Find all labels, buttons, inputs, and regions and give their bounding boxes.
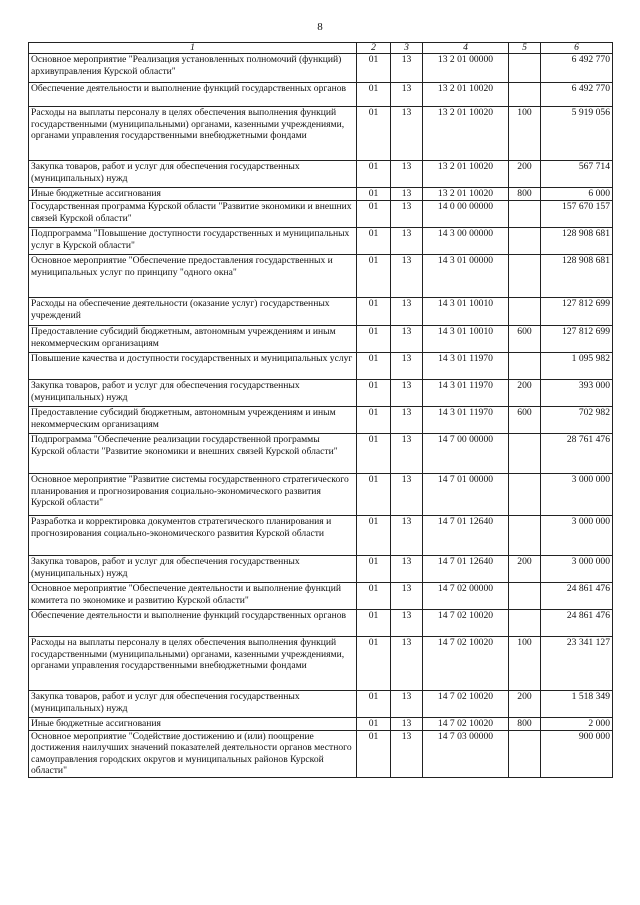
row-section-code: 01: [357, 83, 391, 107]
table-body: [29, 54, 613, 778]
row-amount: 23 341 127: [541, 637, 613, 691]
row-amount: 157 670 157: [541, 201, 613, 228]
row-subsection-code: 13: [391, 434, 423, 474]
row-amount: 702 982: [541, 407, 613, 434]
row-section-code: 01: [357, 434, 391, 474]
table-row: [29, 353, 613, 380]
row-target-article: 14 7 02 00000: [423, 583, 509, 610]
table-header-row: [29, 43, 613, 54]
row-name: Расходы на выплаты персоналу в целях обеспечения выполнения функций государственными (муниципальными) органами, казенными учреждениями, органами управления государственными внебюджетными фондами: [29, 637, 357, 691]
row-subsection-code: 13: [391, 380, 423, 407]
table-row: [29, 407, 613, 434]
row-expense-type: [509, 516, 541, 556]
table-row: [29, 583, 613, 610]
row-section-code: 01: [357, 718, 391, 731]
table-row: [29, 556, 613, 583]
row-expense-type: 800: [509, 718, 541, 731]
row-subsection-code: 13: [391, 201, 423, 228]
column-header-6: 6: [541, 43, 613, 54]
row-subsection-code: 13: [391, 54, 423, 83]
row-section-code: 01: [357, 691, 391, 718]
row-name: Иные бюджетные ассигнования: [29, 188, 357, 201]
row-expense-type: [509, 474, 541, 516]
row-subsection-code: 13: [391, 298, 423, 326]
row-name: Основное мероприятие "Развитие системы государственного стратегического планирования и прогнозирования социально-экономического развития Курской области": [29, 474, 357, 516]
row-expense-type: [509, 730, 541, 777]
row-name: Предоставление субсидий бюджетным, автономным учреждениям и иным некоммерческим организациям: [29, 326, 357, 353]
row-target-article: 14 7 02 10020: [423, 691, 509, 718]
row-subsection-code: 13: [391, 326, 423, 353]
row-subsection-code: 13: [391, 730, 423, 777]
table-row: [29, 298, 613, 326]
row-target-article: 14 3 01 11970: [423, 380, 509, 407]
row-subsection-code: 13: [391, 407, 423, 434]
row-name: Обеспечение деятельности и выполнение функций государственных органов: [29, 83, 357, 107]
row-expense-type: [509, 434, 541, 474]
row-section-code: 01: [357, 730, 391, 777]
row-subsection-code: 13: [391, 353, 423, 380]
row-target-article: 14 7 02 10020: [423, 637, 509, 691]
row-amount: 128 908 681: [541, 228, 613, 255]
row-section-code: 01: [357, 201, 391, 228]
row-subsection-code: 13: [391, 556, 423, 583]
row-name: Основное мероприятие "Реализация установленных полномочий (функций) архивуправления Курской области": [29, 54, 357, 83]
row-subsection-code: 13: [391, 516, 423, 556]
row-amount: 6 492 770: [541, 83, 613, 107]
table-row: [29, 201, 613, 228]
row-amount: 3 000 000: [541, 556, 613, 583]
row-subsection-code: 13: [391, 691, 423, 718]
row-section-code: 01: [357, 556, 391, 583]
table-row: [29, 718, 613, 731]
row-name: Расходы на обеспечение деятельности (оказание услуг) государственных учреждений: [29, 298, 357, 326]
row-section-code: 01: [357, 380, 391, 407]
row-subsection-code: 13: [391, 583, 423, 610]
table-row: [29, 83, 613, 107]
row-amount: 127 812 699: [541, 326, 613, 353]
column-header-4: 4: [423, 43, 509, 54]
row-expense-type: 200: [509, 161, 541, 188]
row-expense-type: [509, 255, 541, 298]
row-expense-type: 600: [509, 326, 541, 353]
row-section-code: 01: [357, 610, 391, 637]
row-target-article: 13 2 01 10020: [423, 188, 509, 201]
row-name: Закупка товаров, работ и услуг для обеспечения государственных (муниципальных) нужд: [29, 161, 357, 188]
row-expense-type: [509, 583, 541, 610]
row-amount: 393 000: [541, 380, 613, 407]
row-name: Закупка товаров, работ и услуг для обеспечения государственных (муниципальных) нужд: [29, 380, 357, 407]
table-row: [29, 161, 613, 188]
row-target-article: 14 7 01 12640: [423, 556, 509, 583]
row-section-code: 01: [357, 637, 391, 691]
row-amount: 3 000 000: [541, 474, 613, 516]
row-amount: 24 861 476: [541, 583, 613, 610]
column-header-5: 5: [509, 43, 541, 54]
row-expense-type: [509, 298, 541, 326]
table-row: [29, 434, 613, 474]
row-target-article: 14 3 00 00000: [423, 228, 509, 255]
row-target-article: 14 3 01 10010: [423, 326, 509, 353]
row-expense-type: [509, 201, 541, 228]
row-amount: 567 714: [541, 161, 613, 188]
row-amount: 128 908 681: [541, 255, 613, 298]
row-target-article: 14 3 01 11970: [423, 407, 509, 434]
table-row: [29, 474, 613, 516]
row-expense-type: 200: [509, 691, 541, 718]
row-target-article: 14 7 01 00000: [423, 474, 509, 516]
row-expense-type: 600: [509, 407, 541, 434]
table-row: [29, 54, 613, 83]
table-row: [29, 610, 613, 637]
row-subsection-code: 13: [391, 718, 423, 731]
row-expense-type: 800: [509, 188, 541, 201]
row-target-article: 14 3 01 10010: [423, 298, 509, 326]
row-target-article: 14 0 00 00000: [423, 201, 509, 228]
row-section-code: 01: [357, 583, 391, 610]
row-amount: 900 000: [541, 730, 613, 777]
table-row: [29, 107, 613, 161]
row-name: Подпрограмма "Обеспечение реализации государственной программы Курской области "Развитие экономики и внешних связей Курской области": [29, 434, 357, 474]
row-target-article: 13 2 01 10020: [423, 161, 509, 188]
row-amount: 6 000: [541, 188, 613, 201]
row-expense-type: [509, 228, 541, 255]
row-name: Предоставление субсидий бюджетным, автономным учреждениям и иным некоммерческим организациям: [29, 407, 357, 434]
row-name: Закупка товаров, работ и услуг для обеспечения государственных (муниципальных) нужд: [29, 556, 357, 583]
page-number: 8: [317, 21, 323, 33]
row-target-article: 14 7 01 12640: [423, 516, 509, 556]
row-subsection-code: 13: [391, 637, 423, 691]
row-section-code: 01: [357, 54, 391, 83]
row-name: Подпрограмма "Повышение доступности государственных и муниципальных услуг в Курской области": [29, 228, 357, 255]
row-target-article: 13 2 01 00000: [423, 54, 509, 83]
row-section-code: 01: [357, 407, 391, 434]
row-section-code: 01: [357, 161, 391, 188]
row-section-code: 01: [357, 188, 391, 201]
row-target-article: 14 3 01 11970: [423, 353, 509, 380]
row-subsection-code: 13: [391, 188, 423, 201]
row-expense-type: 100: [509, 107, 541, 161]
row-expense-type: [509, 83, 541, 107]
row-amount: 2 000: [541, 718, 613, 731]
table-row: [29, 188, 613, 201]
row-target-article: 14 7 03 00000: [423, 730, 509, 777]
row-section-code: 01: [357, 298, 391, 326]
row-name: Основное мероприятие "Обеспечение предоставления государственных и муниципальных услуг по принципу "одного окна": [29, 255, 357, 298]
table-row: [29, 516, 613, 556]
row-amount: 1 518 349: [541, 691, 613, 718]
row-amount: 3 000 000: [541, 516, 613, 556]
row-expense-type: [509, 610, 541, 637]
row-name: Повышение качества и доступности государственных и муниципальных услуг: [29, 353, 357, 380]
table-row: [29, 637, 613, 691]
row-name: Обеспечение деятельности и выполнение функций государственных органов: [29, 610, 357, 637]
row-expense-type: 100: [509, 637, 541, 691]
row-section-code: 01: [357, 326, 391, 353]
row-name: Закупка товаров, работ и услуг для обеспечения государственных (муниципальных) нужд: [29, 691, 357, 718]
row-target-article: 14 7 02 10020: [423, 610, 509, 637]
row-name: Основное мероприятие "Обеспечение деятельности и выполнение функций комитета по экономике и развитию Курской области": [29, 583, 357, 610]
row-subsection-code: 13: [391, 228, 423, 255]
table-row: [29, 326, 613, 353]
row-subsection-code: 13: [391, 474, 423, 516]
column-header-2: 2: [357, 43, 391, 54]
row-target-article: 14 7 00 00000: [423, 434, 509, 474]
row-target-article: 13 2 01 10020: [423, 107, 509, 161]
row-subsection-code: 13: [391, 107, 423, 161]
row-target-article: 14 3 01 00000: [423, 255, 509, 298]
row-target-article: 14 7 02 10020: [423, 718, 509, 731]
table-row: [29, 380, 613, 407]
table-row: [29, 730, 613, 777]
row-name: Государственная программа Курской области "Развитие экономики и внешних связей Курской области": [29, 201, 357, 228]
table-row: [29, 228, 613, 255]
row-section-code: 01: [357, 107, 391, 161]
row-section-code: 01: [357, 255, 391, 298]
column-header-1: 1: [29, 43, 357, 54]
budget-table: [28, 42, 613, 778]
row-subsection-code: 13: [391, 255, 423, 298]
row-amount: 127 812 699: [541, 298, 613, 326]
row-section-code: 01: [357, 516, 391, 556]
row-name: Основное мероприятие "Содействие достижению и (или) поощрение достижения наилучших значений показателей деятельности органов местного самоуправления городских округов и муниципальных районов Курской области": [29, 730, 357, 777]
row-amount: 1 095 982: [541, 353, 613, 380]
row-expense-type: [509, 54, 541, 83]
row-expense-type: [509, 353, 541, 380]
row-amount: 24 861 476: [541, 610, 613, 637]
row-name: Расходы на выплаты персоналу в целях обеспечения выполнения функций государственными (муниципальными) органами, казенными учреждениями, органами управления государственными внебюджетными фондами: [29, 107, 357, 161]
row-name: Иные бюджетные ассигнования: [29, 718, 357, 731]
row-section-code: 01: [357, 474, 391, 516]
row-subsection-code: 13: [391, 83, 423, 107]
row-subsection-code: 13: [391, 161, 423, 188]
table-row: [29, 691, 613, 718]
row-amount: 5 919 056: [541, 107, 613, 161]
row-section-code: 01: [357, 353, 391, 380]
row-target-article: 13 2 01 10020: [423, 83, 509, 107]
column-header-3: 3: [391, 43, 423, 54]
row-subsection-code: 13: [391, 610, 423, 637]
table-row: [29, 255, 613, 298]
row-section-code: 01: [357, 228, 391, 255]
row-amount: 6 492 770: [541, 54, 613, 83]
row-amount: 28 761 476: [541, 434, 613, 474]
row-expense-type: 200: [509, 380, 541, 407]
row-expense-type: 200: [509, 556, 541, 583]
row-name: Разработка и корректировка документов стратегического планирования и прогнозирования социально-экономического развития Курской области: [29, 516, 357, 556]
